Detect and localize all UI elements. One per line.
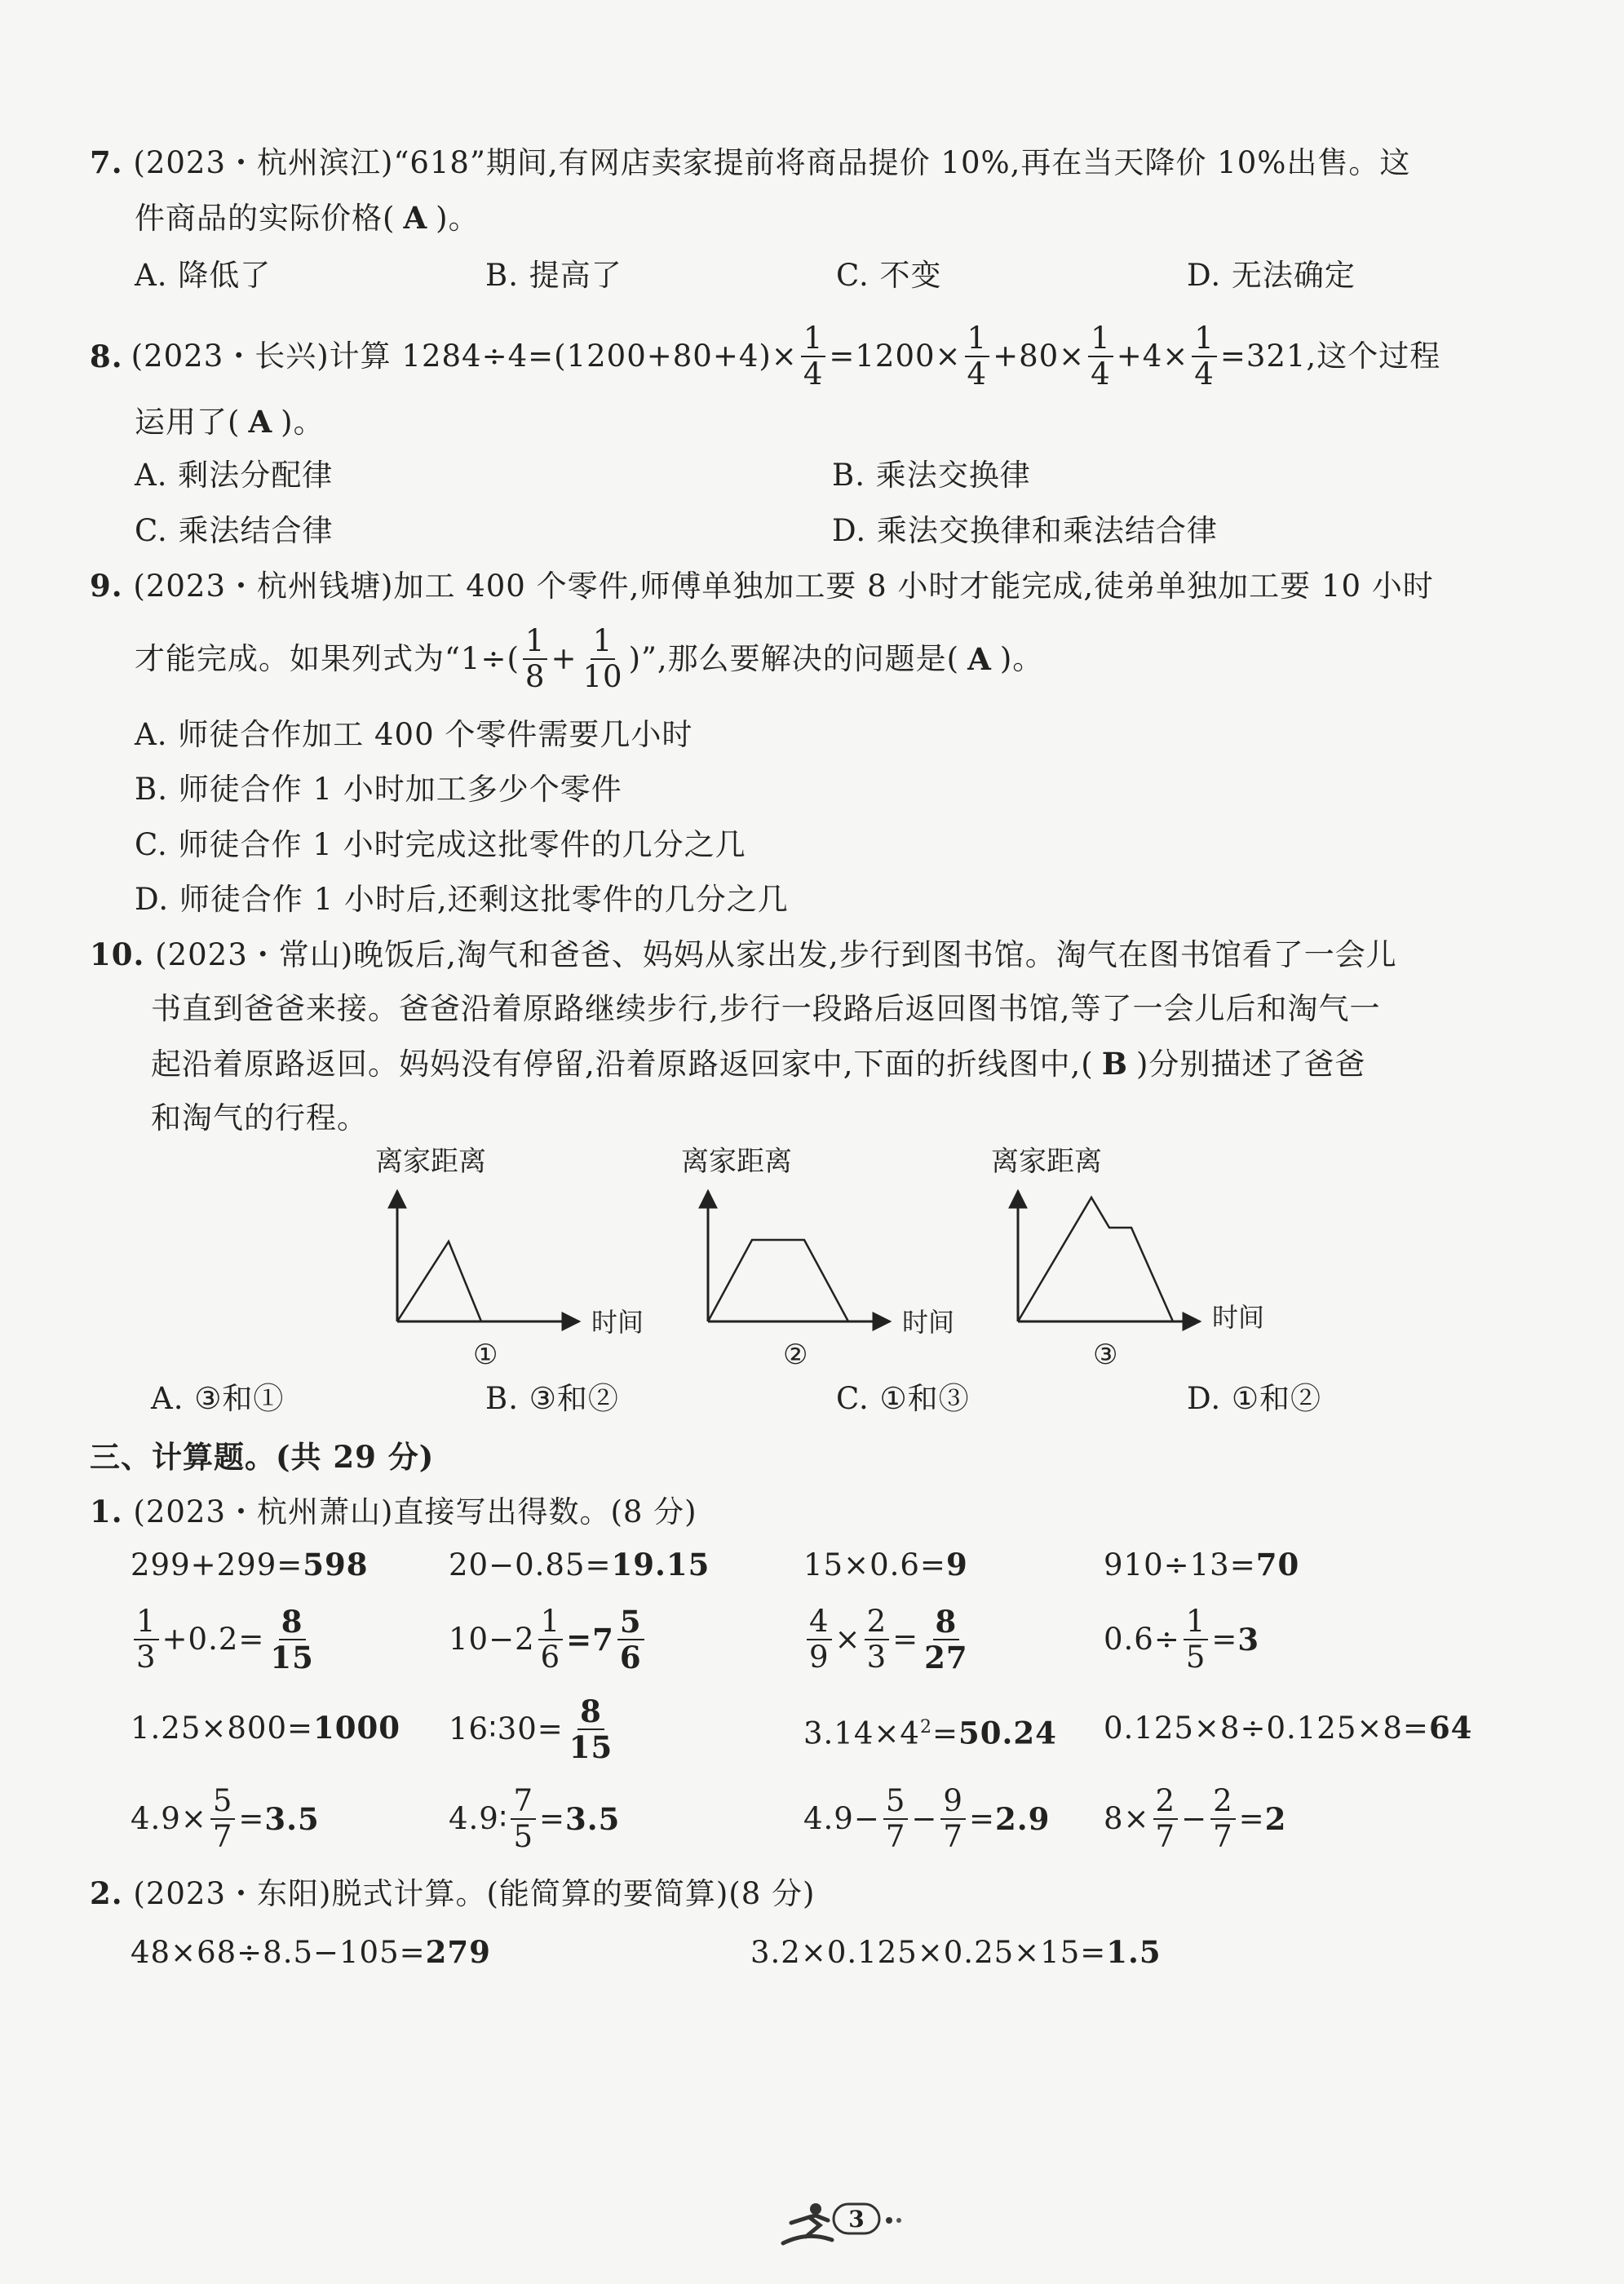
fraction: $\frac{1}{4}$ [801,321,826,392]
calc-item: 15×0.6=9 [803,1547,968,1582]
calc-item: 0.125×8÷0.125×8=64 [1104,1710,1473,1746]
q9-number: 9. [90,568,123,604]
calc-item: 4.9× $\frac{5}{7}$ = 3.5 [131,1783,320,1854]
calc-item: 4.9∶ $\frac{7}{5}$ = 3.5 [449,1783,621,1854]
c2-title-line: 2. (2023・东阳)脱式计算。(能简算的要简算)(8 分) [90,1875,816,1911]
q7-number: 7. [90,144,123,180]
q10-option-d: D. ①和② [1187,1381,1322,1416]
graph-2-tag: ② [783,1339,808,1371]
c1-title-line: 1. (2023・杭州萧山)直接写出得数。(8 分) [90,1494,697,1529]
calc-item: 0.6÷ $\frac{1}{5}$ = 3 [1104,1604,1260,1675]
q8-line1: 8. (2023・长兴)计算 1284÷4=(1200+80+4)× $\frac{1}{4}$ =1200× $\frac{1}{4}$ +80× $\frac{1}{4}$ +4× $\frac{1}{4}$ =321,这个过程 [90,321,1441,392]
q9-option-b: B. 师徒合作 1 小时加工多少个零件 [135,772,622,807]
q10-option-b: B. ③和② [485,1381,619,1416]
calc-item: 299+299=598 [131,1547,369,1582]
graph-1 [375,1145,644,1371]
q9-line1: 9. (2023・杭州钱塘)加工 400 个零件,师傅单独加工要 8 小时才能完成,徒弟单独加工要 10 小时 [90,568,1434,604]
q10-line1: 10. (2023・常山)晚饭后,淘气和爸爸、妈妈从家出发,步行到图书馆。淘气在图书馆看了一会儿 [90,936,1397,972]
fraction: $\frac{1}{4}$ [1192,321,1217,392]
q7-text-line1: (2023・杭州滨江)“618”期间,有网店卖家提前将商品提价 10%,再在当天降价 10%出售。这 [133,145,1411,180]
c2-number: 2. [90,1875,123,1911]
q9-option-a: A. 师徒合作加工 400 个零件需要几小时 [135,717,693,752]
calc-item: 910÷13=70 [1104,1547,1300,1582]
q10-line2: 书直到爸爸来接。爸爸沿着原路继续步行,步行一段路后返回图书馆,等了一会儿后和淘气一 [151,991,1381,1026]
graph-3 [991,1145,1264,1371]
fraction: $\frac{1}{4}$ [965,321,990,392]
q8-option-d: D. 乘法交换律和乘法结合律 [832,513,1218,548]
q7-option-c: C. 不变 [836,258,942,293]
q7-answer: A [403,200,428,236]
calc-item: 4.9− $\frac{5}{7}$ − $\frac{9}{7}$ = 2.9 [803,1783,1051,1854]
q9-option-c: C. 师徒合作 1 小时完成这批零件的几分之几 [135,827,746,862]
q7-option-a: A. 降低了 [135,258,272,293]
calc-item: 48×68÷8.5−105=279 [131,1934,491,1970]
q7-line1 [90,144,1410,182]
calc-item: 20−0.85=19.15 [449,1547,710,1582]
q10-line4: 和淘气的行程。 [151,1100,368,1135]
q8-option-b: B. 乘法交换律 [832,458,1031,493]
calc-item: 1.25×800=1000 [131,1710,400,1746]
graph-1-xlabel: 时间 [591,1307,644,1338]
graph-3-xlabel: 时间 [1212,1302,1265,1333]
q7-line2: 件商品的实际价格( A )。 [135,200,480,236]
page-number-badge [759,2186,922,2251]
q9-option-d: D. 师徒合作 1 小时后,还剩这批零件的几分之几 [135,882,789,917]
calc-item: $\frac{4}{9}$ × $\frac{2}{3}$ = $\frac{8}{27}$ [803,1599,974,1680]
calc-item: 10−2 $\frac{1}{6}$ =7 5 6 [449,1599,648,1680]
graph-3-line [1018,1197,1173,1321]
q10-line3: 起沿着原路返回。妈妈没有停留,沿着原路返回家中,下面的折线图中,( B )分别描述了爸爸 [151,1046,1366,1082]
q10-option-a: A. ③和① [151,1381,285,1416]
graph-3-ylabel: 离家距离 [991,1145,1102,1178]
q8-number: 8. [90,339,123,374]
runner-logo-icon [783,2203,832,2243]
q7-option-b: B. 提高了 [485,258,622,293]
q7-option-d: D. 无法确定 [1187,258,1356,293]
graph-1-ylabel: 离家距离 [375,1145,486,1178]
graph-3-tag: ③ [1093,1339,1118,1371]
calc-item: 3.2×0.125×0.25×15=1.5 [750,1934,1162,1970]
calc-item: 1 3 +0.2= $\frac{8}{15}$ [131,1599,320,1680]
q8-answer: A [248,404,273,440]
q10-answer: B [1101,1046,1128,1082]
q9-answer: A [967,641,992,677]
calc-item: 16∶30= $\frac{8}{15}$ [449,1693,613,1765]
q8-option-a: A. 剩法分配律 [135,458,334,493]
fraction: 1 8 [523,624,548,694]
fraction: $\frac{1}{4}$ [1088,321,1113,392]
graph-2-ylabel: 离家距离 [681,1145,792,1178]
fraction: $\frac{1}{10}$ [582,623,623,694]
page-number: 3 [848,2206,865,2233]
c1-number: 1. [90,1494,123,1529]
calc-item: 8× $\frac{2}{7}$ − $\frac{2}{7}$ = 2 [1104,1783,1287,1854]
q8-line2: 运用了( A )。 [135,404,325,440]
q10-number: 10. [90,936,145,972]
graph-2-line [708,1240,848,1321]
section-title: 三、计算题。(共 29 分) [90,1439,435,1475]
q10-line-graphs [359,1142,1265,1379]
q10-option-c: C. ①和③ [836,1381,970,1416]
q9-line2: 才能完成。如果列式为“1÷( 1 8 + $\frac{1}{10}$ )”,那么要解决的问题是( A )。 [135,623,1044,694]
q8-option-c: C. 乘法结合律 [135,513,334,548]
calc-item: $3.14\times 4^2=50.24$ [803,1715,1057,1751]
graph-1-line [397,1242,481,1321]
graph-2-xlabel: 时间 [902,1307,955,1338]
graph-1-tag: ① [473,1339,498,1371]
graph-2 [681,1145,954,1371]
